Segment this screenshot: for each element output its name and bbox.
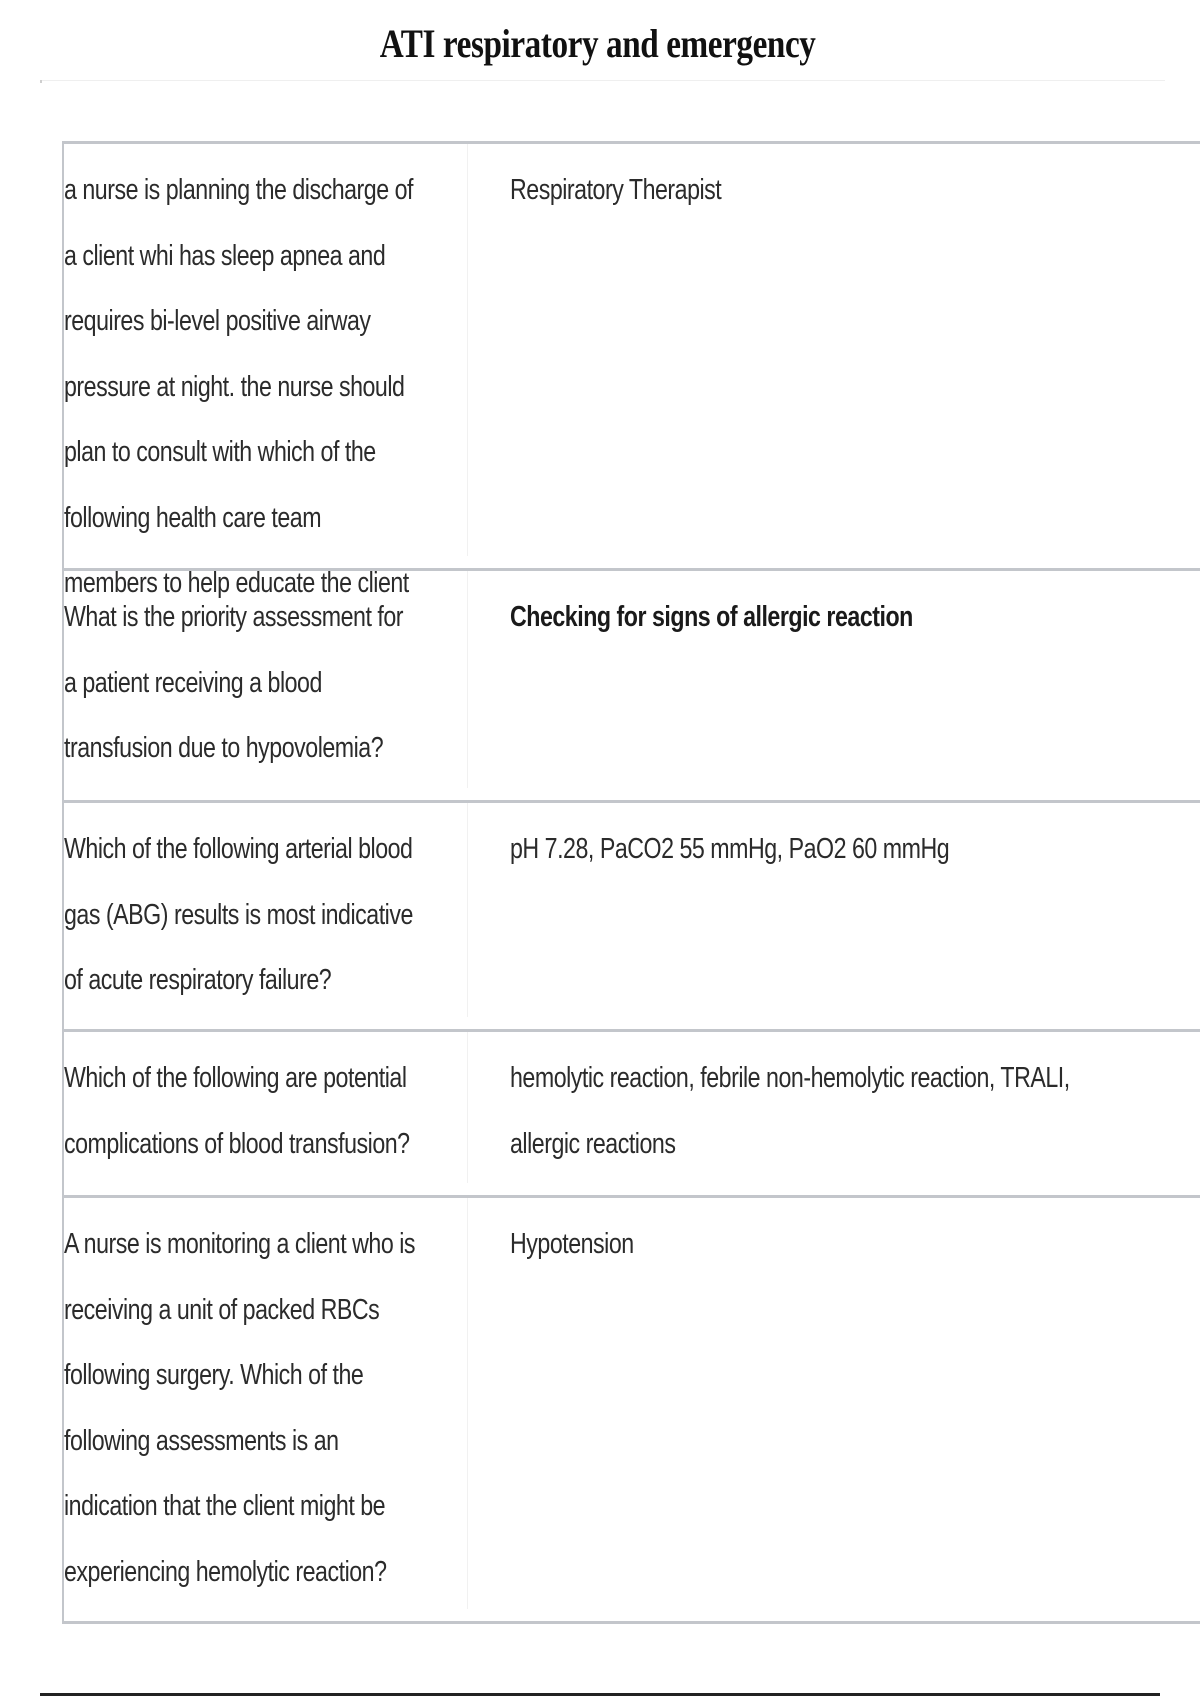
question-text: A nurse is monitoring a client who is receiving a unit of packed RBCs following surgery. Which of the following assessments is an indication that the client might be experiencing hemolytic reaction? bbox=[64, 1228, 416, 1588]
flashcard-row bbox=[62, 1029, 1200, 1195]
flashcard-table bbox=[62, 141, 1200, 1624]
answer-text: Hypotension bbox=[510, 1228, 634, 1260]
flashcard-row bbox=[62, 568, 1200, 800]
flashcard-row bbox=[62, 1195, 1200, 1624]
answer-text: Respiratory Therapist bbox=[510, 174, 722, 206]
header-divider bbox=[40, 80, 1165, 81]
question-text: Which of the following arterial blood gas (ABG) results is most indicative of acute respiratory failure? bbox=[64, 833, 413, 996]
question-text: a nurse is planning the discharge of a client whi has sleep apnea and requires bi-level positive airway pressure at night. the nurse should plan to consult with which of the following health care team members to help educate the client bbox=[64, 174, 414, 599]
column-divider bbox=[467, 144, 468, 556]
answer-text: Checking for signs of allergic reaction bbox=[510, 601, 913, 633]
question-text: Which of the following are potential complications of blood transfusion? bbox=[64, 1062, 410, 1160]
column-divider bbox=[467, 1032, 468, 1183]
page-title: ATI respiratory and emergency bbox=[379, 21, 816, 66]
column-divider bbox=[467, 1198, 468, 1609]
margin-mark bbox=[40, 80, 42, 83]
question-text: What is the priority assessment for a patient receiving a blood transfusion due to hypovolemia? bbox=[64, 601, 404, 764]
column-divider bbox=[467, 571, 468, 788]
column-divider bbox=[467, 803, 468, 1017]
footer-divider bbox=[40, 1693, 1160, 1696]
flashcard-row bbox=[62, 141, 1200, 599]
flashcard-row bbox=[62, 800, 1200, 1029]
answer-text: pH 7.28, PaCO2 55 mmHg, PaO2 60 mmHg bbox=[510, 833, 950, 865]
answer-text: hemolytic reaction, febrile non-hemolytic reaction, TRALI, allergic reactions bbox=[510, 1062, 1070, 1160]
